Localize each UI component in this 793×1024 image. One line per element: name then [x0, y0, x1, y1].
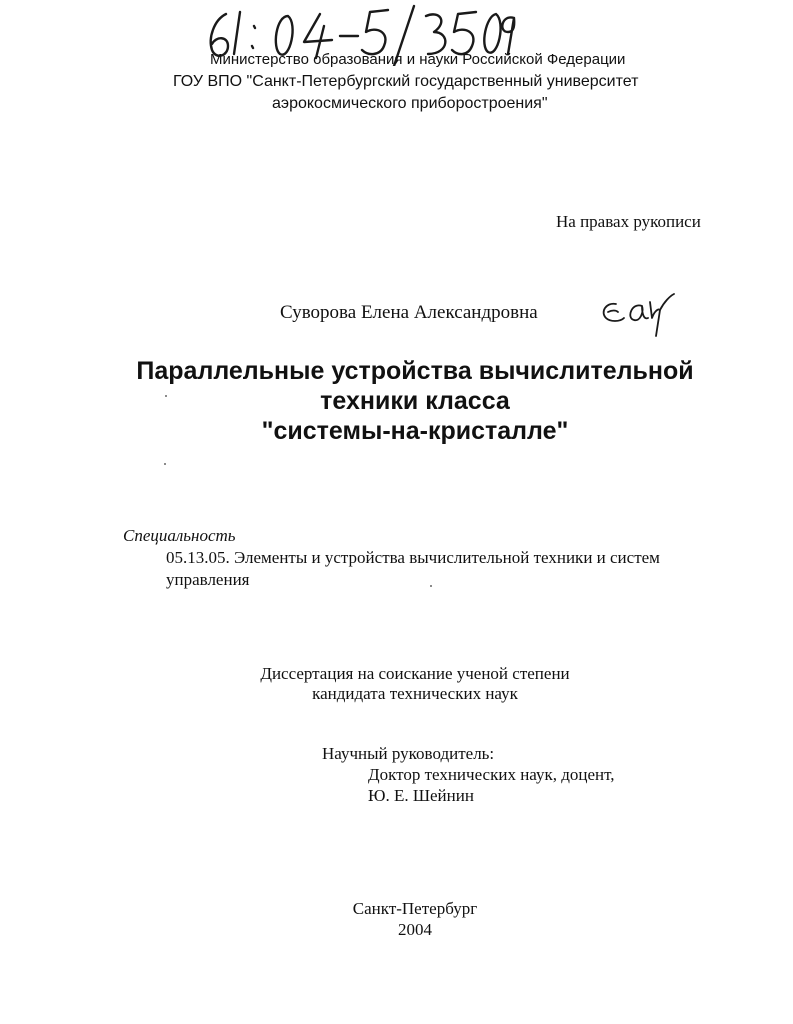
- dissertation-degree: [200, 664, 630, 704]
- scan-speck: [430, 585, 432, 587]
- supervisor-degree: Доктор технических наук, доцент,: [368, 765, 615, 784]
- year: 2004: [398, 920, 432, 939]
- author-name: Суворова Елена Александровна: [280, 302, 538, 323]
- title-line-2: техники класса: [320, 387, 510, 415]
- degree-line-2: кандидата технических наук: [312, 684, 518, 703]
- ministry-line: Министерство образования и науки Российской Федерации: [210, 51, 626, 68]
- university-line-2: аэрокосмического приборостроения": [272, 95, 548, 112]
- supervisor-name: Ю. Е. Шейнин: [368, 786, 474, 805]
- dissertation-title: [90, 356, 740, 446]
- specialty-label: Специальность: [123, 526, 236, 545]
- manuscript-rights: На правах рукописи: [556, 212, 701, 231]
- scan-speck: [164, 463, 166, 465]
- handwritten-signature: [598, 292, 680, 338]
- university-line-1: ГОУ ВПО "Санкт-Петербургский государственный университет: [173, 73, 639, 90]
- degree-line-1: Диссертация на соискание ученой степени: [260, 664, 570, 683]
- supervisor-label: Научный руководитель:: [322, 744, 495, 763]
- city: Санкт-Петербург: [352, 899, 478, 918]
- title-line-1: Параллельные устройства вычислительной: [136, 357, 694, 385]
- title-line-3: "системы-на-кристалле": [261, 417, 569, 445]
- scan-speck: [165, 395, 167, 397]
- specialty-value: 05.13.05. Элементы и устройства вычислительной техники и систем управления: [166, 548, 660, 589]
- place-and-year: [300, 898, 530, 940]
